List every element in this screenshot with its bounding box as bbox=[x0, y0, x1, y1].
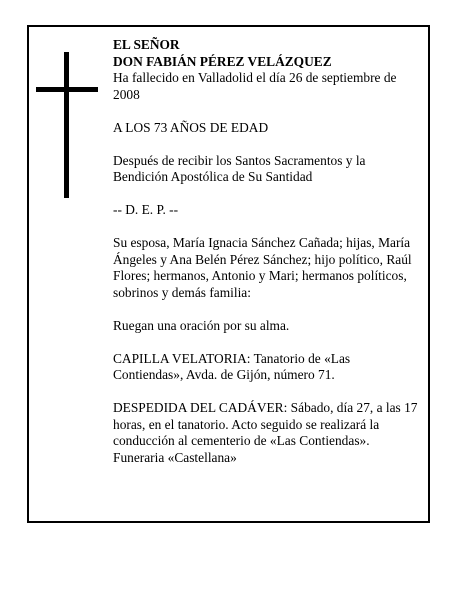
deceased-name: DON FABIÁN PÉREZ VELÁZQUEZ bbox=[113, 53, 332, 69]
funeral-home: Funeraria «Castellana» bbox=[113, 449, 237, 465]
deceased-title: EL SEÑOR bbox=[113, 37, 180, 52]
wake-chapel: CAPILLA VELATORIA: Tanatorio de «Las Contiendas», Avda. de Gijón, número 71. bbox=[113, 350, 351, 382]
obituary-text bbox=[113, 37, 418, 466]
age-line: A LOS 73 AÑOS DE EDAD bbox=[113, 119, 269, 135]
sacraments-line: Después de recibir los Santos Sacramentos y la Bendición Apostólica de Su Santidad bbox=[113, 152, 366, 184]
rip-line: -- D. E. P. -- bbox=[113, 202, 179, 217]
cross-horizontal-bar bbox=[36, 87, 98, 92]
farewell-info: DESPEDIDA DEL CADÁVER: Sábado, día 27, a las 17 horas, en el tanatorio. Acto seguido se realizará la conducción al cementerio de «Las Contiendas». bbox=[113, 400, 418, 448]
death-info: Ha fallecido en Valladolid el día 26 de septiembre de 2008 bbox=[113, 70, 397, 102]
family-list: Su esposa, María Ignacia Sánchez Cañada; hijas, María Ángeles y Ana Belén Pérez Sánchez; hijo político, Raúl Flores; hermanos, Antonio y Mari; hermanos políticos, sobrinos y demás familia: bbox=[113, 235, 412, 300]
cross-icon bbox=[36, 52, 98, 198]
prayer-request: Ruegan una oración por su alma. bbox=[113, 317, 290, 333]
cross-vertical-bar bbox=[64, 52, 69, 198]
